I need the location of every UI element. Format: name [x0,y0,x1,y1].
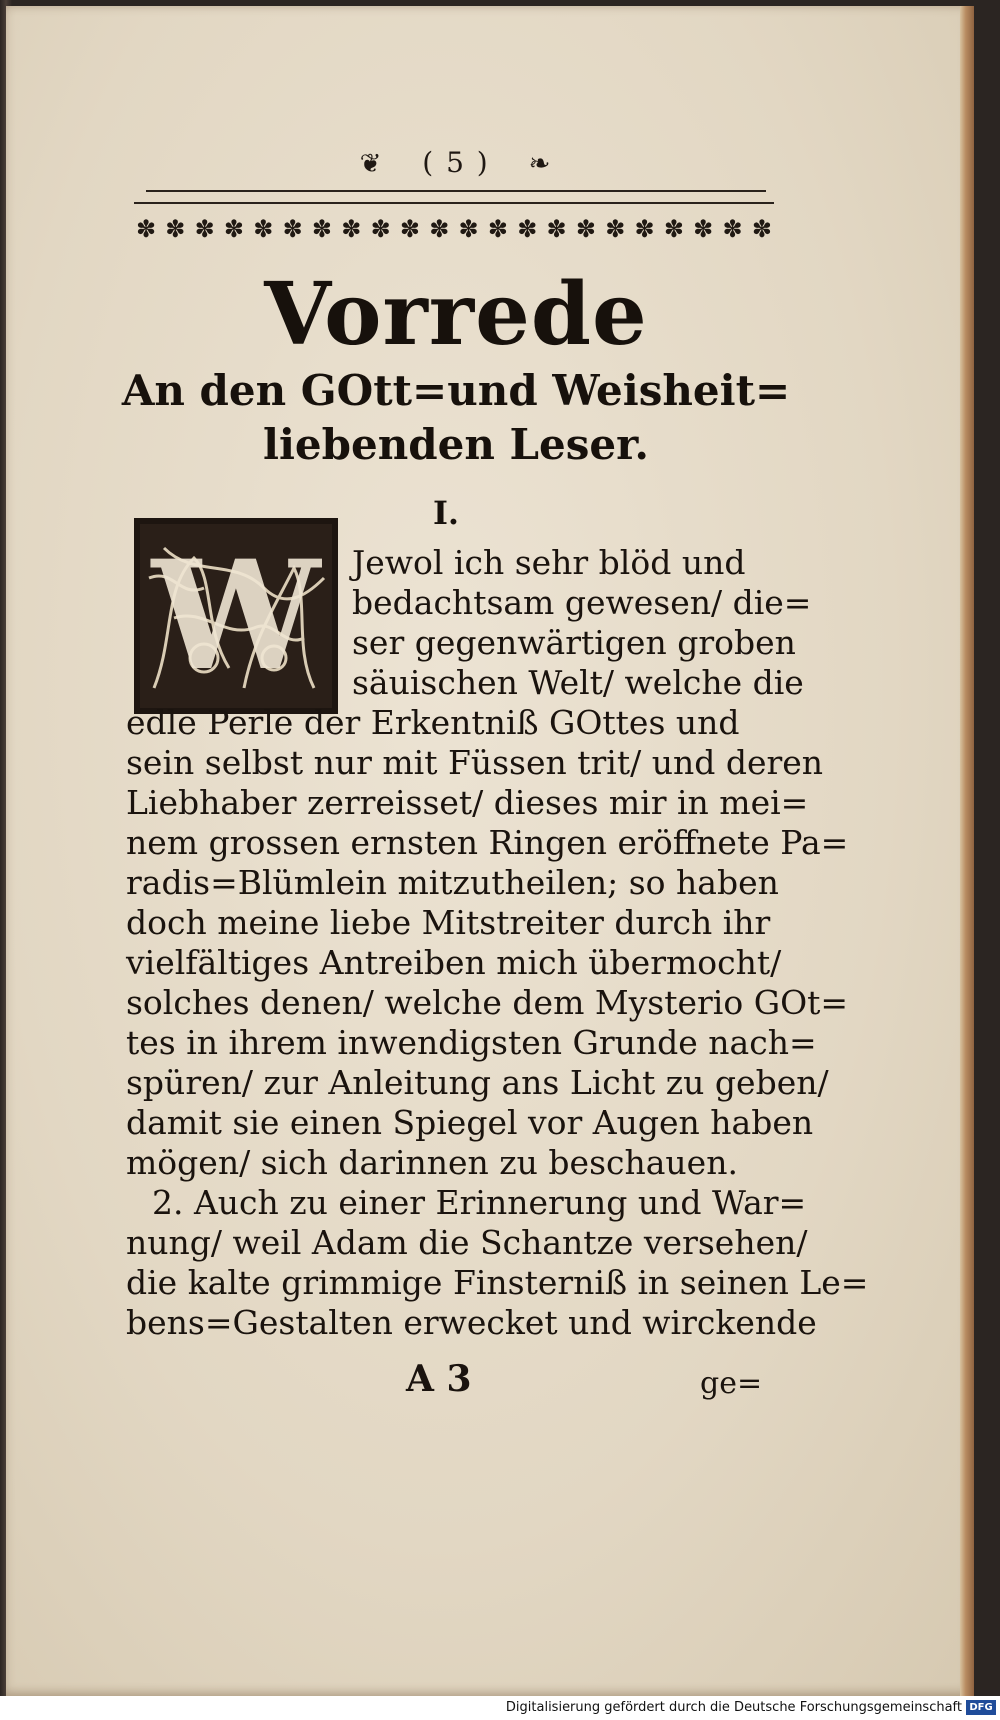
ornament-flower-icon: ✽ [458,215,479,243]
ornament-flower-icon: ✽ [517,215,538,243]
body-line: 2. Auch zu einer Erinnerung und War= [152,1183,807,1222]
body-line: sein selbst nur mit Füssen trit/ und deren [126,743,824,782]
ornament-flower-icon: ✽ [399,215,420,243]
book-page [6,6,974,1696]
ornament-flower-icon: ✽ [135,215,157,243]
drop-cap-letter: W [151,528,321,704]
drop-cap-ornament-icon [134,518,338,714]
body-line: Jewol ich sehr blöd und [352,543,746,582]
ornament-flower-icon: ✽ [751,215,772,243]
ornament-flower-icon: ✽ [663,215,684,243]
body-line: mögen/ sich darinnen zu beschauen. [126,1143,738,1182]
ornament-flower-icon: ✽ [605,215,626,243]
ornament-flower-icon: ✽ [370,215,391,243]
body-line: Liebhaber zerreisset/ dieses mir in mei= [126,783,809,822]
body-line: ser gegenwärtigen groben [352,623,796,662]
page-header [6,146,906,179]
body-line: tes in ihrem inwendigsten Grunde nach= [126,1023,817,1062]
title-sub-line-2: liebenden Leser. [262,420,650,469]
ornament-flower-icon: ✽ [634,215,655,243]
ornament-band [134,202,774,254]
title-sub-line-1: An den GOtt=und Weisheit= [121,366,791,415]
ornament-flower-icon: ✽ [253,215,274,243]
signature-mark: A 3 [406,1358,472,1400]
header-rule [146,190,766,192]
body-line: vielfältiges Antreiben mich übermocht/ [126,943,782,982]
body-line: edle Perle der Erkentniß GOttes und [126,703,740,742]
ornament-flower-icon: ✽ [223,215,245,243]
body-line: die kalte grimmige Finsterniß in seinen Le= [126,1263,869,1302]
title-main: Vorrede [264,264,648,365]
ornament-flower-icon: ✽ [487,215,508,243]
ornament-flower-icon: ✽ [693,215,714,243]
funding-credit: Digitalisierung gefördert durch die Deutsche Forschungsgemeinschaft [505,1700,962,1715]
page-edge [960,6,974,1696]
ornament-flower-icon: ✽ [194,215,215,243]
body-line: bens=Gestalten erwecket und wirckende [126,1303,817,1342]
body-line: nung/ weil Adam die Schantze versehen/ [126,1223,808,1262]
ornament-flower-icon: ✽ [575,215,596,243]
drop-cap-initial [134,518,338,714]
ornament-flower-icon: ✽ [341,215,362,243]
body-line: solches denen/ welche dem Mysterio GOt= [126,983,849,1022]
ornament-flower-icon: ✽ [311,215,333,243]
body-line: doch meine liebe Mitstreiter durch ihr [126,903,771,942]
section-number: I. [432,494,460,532]
fleuron-right-icon: ❧ [528,149,553,179]
body-line: nem grossen ernsten Ringen eröffnete Pa= [126,823,849,862]
ornament-flower-icon: ✽ [165,215,186,243]
ornament-flower-icon: ✽ [429,215,450,243]
catchword: ge= [700,1366,763,1401]
body-line: säuischen Welt/ welche die [352,663,804,702]
dfg-logo: DFG [966,1700,996,1715]
fleuron-left-icon: ❦ [359,149,384,179]
body-line: spüren/ zur Anleitung ans Licht zu geben/ [126,1063,829,1102]
body-line: radis=Blümlein mitzutheilen; so haben [126,863,779,902]
ornament-flower-icon: ✽ [722,215,743,243]
page-number: ( 5 ) [422,146,490,179]
ornament-flower-icon: ✽ [282,215,303,243]
body-line: bedachtsam gewesen/ die= [352,583,812,622]
ornament-flower-icon: ✽ [546,215,567,243]
body-line: damit sie einen Spiegel vor Augen haben [126,1103,814,1142]
